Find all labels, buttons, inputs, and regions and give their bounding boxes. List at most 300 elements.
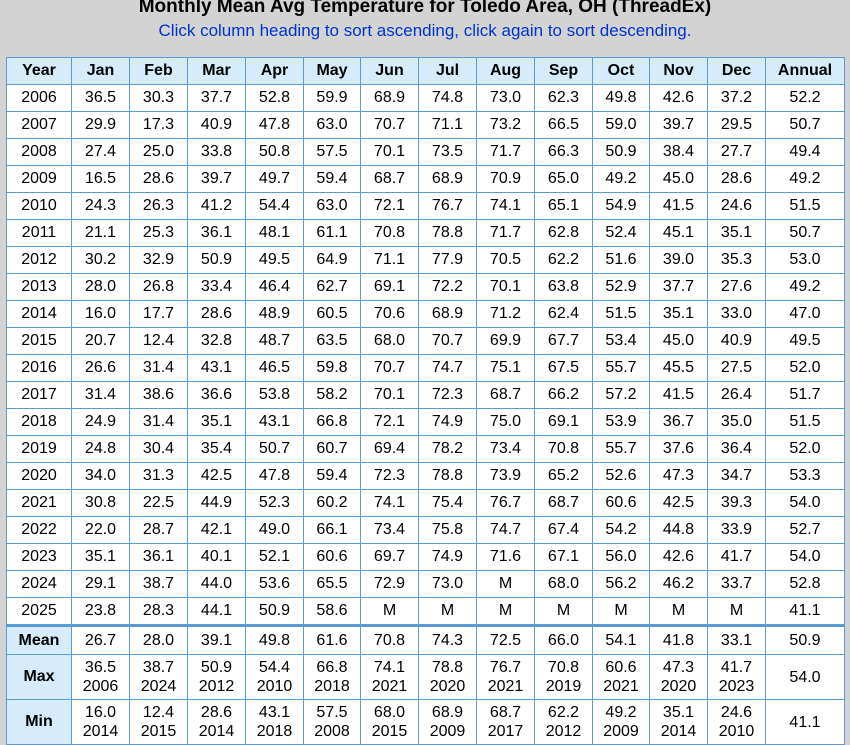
temp-cell: 74.1	[477, 193, 535, 220]
table-row	[7, 247, 845, 274]
temp-cell: M	[361, 598, 419, 626]
summary-cell	[188, 655, 246, 700]
summary-value: 60.6	[605, 659, 637, 676]
summary-cell	[708, 655, 766, 700]
summary-value: 54.1	[605, 632, 637, 649]
table-row	[7, 166, 845, 193]
summary-value: 61.6	[316, 632, 348, 649]
summary-cell	[593, 700, 650, 745]
table-row	[7, 301, 845, 328]
summary-cell	[766, 655, 845, 700]
temp-cell: 49.2	[593, 166, 650, 193]
temp-cell: 65.5	[304, 571, 361, 598]
temp-cell: 69.9	[477, 328, 535, 355]
temp-cell: 30.3	[130, 85, 188, 112]
temp-cell: 60.6	[593, 490, 650, 517]
temp-cell: 68.0	[535, 571, 593, 598]
temp-cell: 57.5	[304, 139, 361, 166]
summary-year: 2012	[545, 723, 582, 740]
summary-year: 2015	[140, 723, 177, 740]
year-cell: 2007	[7, 112, 72, 139]
temp-cell: 52.1	[246, 544, 304, 571]
temp-cell: 41.5	[650, 382, 708, 409]
temp-cell: 52.0	[766, 355, 845, 382]
temp-cell: 78.8	[419, 220, 477, 247]
temp-cell: 75.4	[419, 490, 477, 517]
temp-cell: 45.1	[650, 220, 708, 247]
temp-cell: 77.9	[419, 247, 477, 274]
summary-cell	[304, 626, 361, 655]
temp-cell: 55.7	[593, 355, 650, 382]
table-row	[7, 220, 845, 247]
temp-cell: 73.5	[419, 139, 477, 166]
summary-year: 2020	[660, 678, 697, 695]
temp-cell: 74.7	[477, 517, 535, 544]
table-row	[7, 409, 845, 436]
temp-cell: 60.7	[304, 436, 361, 463]
temp-cell: 42.6	[650, 544, 708, 571]
temp-cell: 24.6	[708, 193, 766, 220]
temp-cell: M	[535, 598, 593, 626]
temp-cell: 78.8	[419, 463, 477, 490]
temp-cell: 66.1	[304, 517, 361, 544]
summary-cell	[419, 700, 477, 745]
summary-cell	[72, 700, 130, 745]
summary-value: 16.0	[84, 704, 117, 721]
summary-row-mean	[7, 626, 845, 655]
temp-cell: 69.7	[361, 544, 419, 571]
temp-cell: 35.1	[72, 544, 130, 571]
temp-cell: 67.7	[535, 328, 593, 355]
temp-cell: 41.5	[650, 193, 708, 220]
temp-cell: 36.4	[708, 436, 766, 463]
temp-cell: 63.0	[304, 112, 361, 139]
temp-cell: 68.7	[477, 382, 535, 409]
temp-cell: 37.6	[650, 436, 708, 463]
summary-cell	[130, 700, 188, 745]
summary-cell	[593, 626, 650, 655]
temp-cell: 52.2	[766, 85, 845, 112]
temp-cell: 70.5	[477, 247, 535, 274]
temp-cell: 36.6	[188, 382, 246, 409]
temp-cell: 58.6	[304, 598, 361, 626]
summary-value: 50.9	[789, 632, 821, 649]
temp-cell: 39.0	[650, 247, 708, 274]
temp-cell: 59.9	[304, 85, 361, 112]
summary-year: 2024	[140, 678, 177, 695]
summary-value: 38.7	[142, 659, 175, 676]
temp-cell: 52.3	[246, 490, 304, 517]
temp-cell: 40.9	[708, 328, 766, 355]
summary-value: 68.0	[373, 704, 406, 721]
temp-cell: 31.4	[72, 382, 130, 409]
temp-cell: M	[593, 598, 650, 626]
column-header-nov[interactable]: Nov	[650, 58, 708, 85]
summary-year: 2014	[660, 723, 697, 740]
temp-cell: 50.9	[246, 598, 304, 626]
temp-cell: 49.8	[593, 85, 650, 112]
temp-cell: 17.3	[130, 112, 188, 139]
temp-cell: 28.6	[130, 166, 188, 193]
temp-cell: 74.9	[419, 409, 477, 436]
temp-cell: 25.3	[130, 220, 188, 247]
temp-cell: 76.7	[419, 193, 477, 220]
summary-value: 49.2	[605, 704, 637, 721]
summary-year: 2017	[487, 723, 524, 740]
summary-cell	[766, 626, 845, 655]
summary-value: 12.4	[142, 704, 175, 721]
column-header-jun[interactable]: Jun	[361, 58, 419, 85]
summary-year: 2010	[718, 723, 755, 740]
column-header-jan[interactable]: Jan	[72, 58, 130, 85]
temp-cell: 56.0	[593, 544, 650, 571]
temp-cell: 46.5	[246, 355, 304, 382]
temp-cell: 73.4	[477, 436, 535, 463]
temp-cell: 36.5	[72, 85, 130, 112]
temp-cell: 51.5	[766, 409, 845, 436]
column-header-year[interactable]: Year	[7, 58, 72, 85]
temp-cell: 64.9	[304, 247, 361, 274]
temp-cell: 30.2	[72, 247, 130, 274]
temp-cell: 22.5	[130, 490, 188, 517]
column-header-dec[interactable]: Dec	[708, 58, 766, 85]
summary-label-min: Min	[7, 700, 72, 745]
year-cell: 2009	[7, 166, 72, 193]
summary-year: 2008	[314, 723, 350, 740]
summary-year: 2021	[487, 678, 524, 695]
summary-year: 2019	[545, 678, 582, 695]
column-header-may[interactable]: May	[304, 58, 361, 85]
page-title: Monthly Mean Avg Temperature for Toledo Area, OH (ThreadEx)	[138, 0, 712, 17]
temp-cell: 70.7	[361, 355, 419, 382]
temp-cell: 24.8	[72, 436, 130, 463]
temp-cell: 52.9	[593, 274, 650, 301]
year-cell: 2022	[7, 517, 72, 544]
temp-cell: 73.0	[419, 571, 477, 598]
temp-cell: 37.7	[188, 85, 246, 112]
temp-cell: 69.4	[361, 436, 419, 463]
temp-cell: 71.7	[477, 139, 535, 166]
summary-cell	[361, 655, 419, 700]
temp-cell: 36.1	[188, 220, 246, 247]
temp-cell: 66.2	[535, 382, 593, 409]
temp-cell: 34.0	[72, 463, 130, 490]
year-cell: 2017	[7, 382, 72, 409]
summary-label-mean: Mean	[7, 626, 72, 655]
temp-cell: 29.1	[72, 571, 130, 598]
temp-cell: 27.5	[708, 355, 766, 382]
temp-cell: 72.3	[361, 463, 419, 490]
summary-value: 74.3	[431, 632, 464, 649]
temp-cell: 72.2	[419, 274, 477, 301]
temp-cell: 42.5	[650, 490, 708, 517]
temp-cell: 76.7	[477, 490, 535, 517]
sort-instructions: Click column heading to sort ascending, click again to sort descending.	[158, 21, 692, 40]
column-header-annual[interactable]: Annual	[766, 58, 845, 85]
temp-cell: 74.1	[361, 490, 419, 517]
temp-cell: 35.1	[708, 220, 766, 247]
summary-value: 68.9	[431, 704, 464, 721]
temp-cell: 70.8	[361, 220, 419, 247]
temp-cell: 67.5	[535, 355, 593, 382]
temp-cell: 24.3	[72, 193, 130, 220]
column-header-apr[interactable]: Apr	[246, 58, 304, 85]
temp-cell: 45.0	[650, 328, 708, 355]
temp-cell: 47.8	[246, 463, 304, 490]
summary-cell	[535, 655, 593, 700]
temp-cell: 42.6	[650, 85, 708, 112]
column-header-feb[interactable]: Feb	[130, 58, 188, 85]
summary-cell	[188, 700, 246, 745]
summary-year: 2021	[603, 678, 639, 695]
summary-cell	[304, 655, 361, 700]
temp-cell: 62.7	[304, 274, 361, 301]
temp-cell: 35.1	[188, 409, 246, 436]
temp-cell: 59.4	[304, 166, 361, 193]
temp-cell: 26.8	[130, 274, 188, 301]
temp-cell: 51.6	[593, 247, 650, 274]
summary-cell	[188, 626, 246, 655]
temp-cell: 49.2	[766, 166, 845, 193]
temp-cell: 73.9	[477, 463, 535, 490]
temp-cell: 39.7	[650, 112, 708, 139]
summary-value: 76.7	[489, 659, 522, 676]
temp-cell: 63.5	[304, 328, 361, 355]
temp-cell: 49.7	[246, 166, 304, 193]
summary-cell	[419, 626, 477, 655]
summary-year: 2009	[429, 723, 466, 740]
temp-cell: 42.5	[188, 463, 246, 490]
temp-cell: 68.0	[361, 328, 419, 355]
temp-cell: 33.7	[708, 571, 766, 598]
temp-cell: 61.1	[304, 220, 361, 247]
temp-cell: 48.1	[246, 220, 304, 247]
summary-cell	[361, 626, 419, 655]
table-row	[7, 112, 845, 139]
table-row	[7, 274, 845, 301]
temp-cell: 52.8	[246, 85, 304, 112]
year-cell: 2016	[7, 355, 72, 382]
temp-cell: 69.1	[535, 409, 593, 436]
temp-cell: 72.3	[419, 382, 477, 409]
column-header-sep[interactable]: Sep	[535, 58, 593, 85]
temp-cell: 70.9	[477, 166, 535, 193]
temp-cell: 51.5	[593, 301, 650, 328]
temp-cell: 47.0	[766, 301, 845, 328]
summary-cell	[535, 626, 593, 655]
temp-cell: 42.1	[188, 517, 246, 544]
year-cell: 2006	[7, 85, 72, 112]
summary-value: 43.1	[258, 704, 291, 721]
temp-cell: 35.1	[650, 301, 708, 328]
temp-cell: 65.1	[535, 193, 593, 220]
temp-cell: M	[708, 598, 766, 626]
temp-cell: 68.7	[535, 490, 593, 517]
table-row	[7, 139, 845, 166]
temp-cell: 53.6	[246, 571, 304, 598]
temp-cell: M	[477, 571, 535, 598]
temp-cell: 40.9	[188, 112, 246, 139]
summary-value: 54.4	[258, 659, 291, 676]
temp-cell: 49.5	[766, 328, 845, 355]
temp-cell: 37.2	[708, 85, 766, 112]
table-row	[7, 517, 845, 544]
summary-value: 26.7	[84, 632, 117, 649]
temp-cell: 45.0	[650, 166, 708, 193]
summary-cell	[72, 626, 130, 655]
summary-value: 74.1	[373, 659, 406, 676]
temp-cell: 38.4	[650, 139, 708, 166]
summary-value: 41.7	[720, 659, 753, 676]
summary-year: 2018	[314, 678, 350, 695]
summary-value: 41.8	[662, 632, 695, 649]
temp-cell: 52.7	[766, 517, 845, 544]
summary-cell	[246, 626, 304, 655]
temp-cell: 36.1	[130, 544, 188, 571]
temp-cell: 74.7	[419, 355, 477, 382]
temp-cell: 44.9	[188, 490, 246, 517]
summary-value: 33.1	[720, 632, 753, 649]
summary-row-max	[7, 655, 845, 700]
temp-cell: 44.1	[188, 598, 246, 626]
temp-cell: 70.7	[419, 328, 477, 355]
temp-cell: 62.2	[535, 247, 593, 274]
temp-cell: 25.0	[130, 139, 188, 166]
temp-cell: 63.8	[535, 274, 593, 301]
temp-cell: 26.3	[130, 193, 188, 220]
temp-cell: 49.0	[246, 517, 304, 544]
summary-cell	[130, 655, 188, 700]
summary-cell	[477, 655, 535, 700]
summary-value: 62.2	[547, 704, 580, 721]
temp-cell: 48.9	[246, 301, 304, 328]
year-cell: 2015	[7, 328, 72, 355]
temp-cell: 53.4	[593, 328, 650, 355]
temp-cell: 37.7	[650, 274, 708, 301]
temp-cell: 54.2	[593, 517, 650, 544]
summary-cell	[419, 655, 477, 700]
temp-cell: 67.1	[535, 544, 593, 571]
temp-cell: 31.3	[130, 463, 188, 490]
summary-value: 72.5	[489, 632, 522, 649]
summary-value: 70.8	[373, 632, 406, 649]
summary-cell	[477, 626, 535, 655]
year-cell: 2018	[7, 409, 72, 436]
column-header-oct[interactable]: Oct	[593, 58, 650, 85]
summary-year: 2021	[371, 678, 408, 695]
temp-cell: 54.4	[246, 193, 304, 220]
temp-cell: 35.0	[708, 409, 766, 436]
column-header-aug[interactable]: Aug	[477, 58, 535, 85]
temp-cell: 70.6	[361, 301, 419, 328]
temp-cell: 39.3	[708, 490, 766, 517]
temp-cell: 51.7	[766, 382, 845, 409]
summary-cell	[246, 700, 304, 745]
temp-cell: 50.7	[766, 112, 845, 139]
temp-cell: 71.6	[477, 544, 535, 571]
summary-value: 35.1	[662, 704, 695, 721]
temp-cell: 70.7	[361, 112, 419, 139]
temp-cell: 46.2	[650, 571, 708, 598]
temp-cell: 50.8	[246, 139, 304, 166]
temp-cell: 71.7	[477, 220, 535, 247]
temp-cell: 78.2	[419, 436, 477, 463]
table-row	[7, 85, 845, 112]
temp-cell: 59.4	[304, 463, 361, 490]
summary-cell	[361, 700, 419, 745]
summary-year: 2006	[82, 678, 119, 695]
summary-year: 2010	[256, 678, 293, 695]
temp-cell: 62.8	[535, 220, 593, 247]
temp-cell: 50.7	[766, 220, 845, 247]
temp-cell: 68.9	[361, 85, 419, 112]
temp-cell: 29.5	[708, 112, 766, 139]
column-header-mar[interactable]: Mar	[188, 58, 246, 85]
temp-cell: 52.4	[593, 220, 650, 247]
temp-cell: 68.9	[419, 166, 477, 193]
temp-cell: 39.7	[188, 166, 246, 193]
temp-cell: 59.0	[593, 112, 650, 139]
summary-value: 49.8	[258, 632, 291, 649]
temp-cell: 58.2	[304, 382, 361, 409]
temp-cell: 62.3	[535, 85, 593, 112]
temp-cell: 33.8	[188, 139, 246, 166]
temp-cell: 50.9	[593, 139, 650, 166]
temp-cell: 73.2	[477, 112, 535, 139]
temp-cell: 32.8	[188, 328, 246, 355]
temp-cell: 73.4	[361, 517, 419, 544]
temp-cell: 72.1	[361, 409, 419, 436]
temp-cell: 16.5	[72, 166, 130, 193]
temp-cell: 72.9	[361, 571, 419, 598]
temp-cell: 54.9	[593, 193, 650, 220]
temp-cell: 66.8	[304, 409, 361, 436]
year-cell: 2012	[7, 247, 72, 274]
summary-value: 24.6	[720, 704, 753, 721]
summary-value: 28.6	[200, 704, 233, 721]
year-cell: 2023	[7, 544, 72, 571]
summary-value: 66.8	[316, 659, 348, 676]
temp-cell: 17.7	[130, 301, 188, 328]
table-row	[7, 436, 845, 463]
summary-cell	[708, 700, 766, 745]
temperature-table	[6, 57, 845, 745]
temp-cell: 73.0	[477, 85, 535, 112]
temp-cell: 45.5	[650, 355, 708, 382]
year-cell: 2014	[7, 301, 72, 328]
summary-year: 2012	[198, 678, 235, 695]
year-cell: 2020	[7, 463, 72, 490]
temp-cell: 27.7	[708, 139, 766, 166]
temp-cell: 40.1	[188, 544, 246, 571]
summary-cell	[708, 626, 766, 655]
temp-cell: 46.4	[246, 274, 304, 301]
temp-cell: 28.6	[188, 301, 246, 328]
temp-cell: 71.1	[361, 247, 419, 274]
year-cell: 2025	[7, 598, 72, 626]
temp-cell: 47.8	[246, 112, 304, 139]
temp-cell: 66.3	[535, 139, 593, 166]
temp-cell: 49.2	[766, 274, 845, 301]
summary-value: 66.0	[547, 632, 580, 649]
temp-cell: M	[477, 598, 535, 626]
temp-cell: 31.4	[130, 409, 188, 436]
temp-cell: 72.1	[361, 193, 419, 220]
temp-cell: 48.7	[246, 328, 304, 355]
column-header-jul[interactable]: Jul	[419, 58, 477, 85]
temp-cell: 20.7	[72, 328, 130, 355]
year-cell: 2008	[7, 139, 72, 166]
